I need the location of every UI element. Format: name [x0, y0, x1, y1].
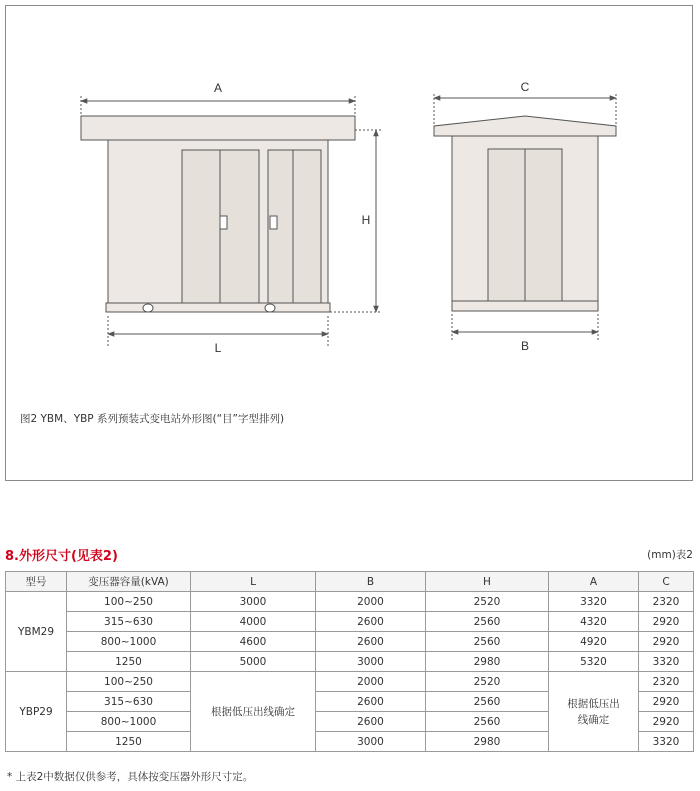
capacity-cell: 100~250: [67, 592, 191, 612]
h-cell: 2560: [426, 692, 549, 712]
side-base: [452, 301, 598, 311]
l-cell: 4000: [191, 612, 316, 632]
door-lock-right: [270, 216, 277, 229]
header-h: H: [426, 572, 549, 592]
dim-label-c: C: [520, 80, 530, 94]
base-hole-right: [265, 304, 275, 312]
table-row: [6, 612, 694, 632]
capacity-cell: 1250: [67, 732, 191, 752]
header-l: L: [191, 572, 316, 592]
table-row: [6, 632, 694, 652]
header-model: 型号: [6, 572, 67, 592]
l-cell: 3000: [191, 592, 316, 612]
figure-frame: [5, 5, 693, 481]
table-row: [6, 652, 694, 672]
capacity-cell: 315~630: [67, 612, 191, 632]
c-cell: 3320: [639, 652, 694, 672]
header-a: A: [549, 572, 639, 592]
h-cell: 2520: [426, 672, 549, 692]
l-cell: 4600: [191, 632, 316, 652]
h-cell: 2520: [426, 592, 549, 612]
capacity-cell: 800~1000: [67, 632, 191, 652]
b-cell: 2000: [316, 672, 426, 692]
front-base: [106, 303, 330, 312]
b-cell: 2600: [316, 712, 426, 732]
header-b: B: [316, 572, 426, 592]
c-cell: 2920: [639, 632, 694, 652]
dim-label-h: H: [361, 213, 371, 227]
a-cell: 5320: [549, 652, 639, 672]
l-note-cell: 根据低压出线确定: [191, 672, 316, 752]
side-view: [434, 116, 616, 311]
table-header-row: [6, 572, 694, 592]
base-hole-left: [143, 304, 153, 312]
dim-label-l: L: [214, 341, 222, 355]
h-cell: 2560: [426, 632, 549, 652]
model-cell: YBP29: [6, 672, 67, 752]
front-view: [81, 116, 355, 312]
dim-label-b: B: [520, 339, 530, 353]
l-cell: 5000: [191, 652, 316, 672]
c-cell: 2920: [639, 692, 694, 712]
b-cell: 2600: [316, 692, 426, 712]
c-cell: 2320: [639, 592, 694, 612]
h-cell: 2560: [426, 612, 549, 632]
a-cell: 4320: [549, 612, 639, 632]
figure-caption: 图2 YBM、YBP 系列预装式变电站外形图(“目”字型排列): [20, 413, 285, 425]
header-c: C: [639, 572, 694, 592]
a-cell: 4920: [549, 632, 639, 652]
h-cell: 2980: [426, 732, 549, 752]
header-capacity: 变压器容量(kVA): [67, 572, 191, 592]
c-cell: 2320: [639, 672, 694, 692]
section-title: 8.外形尺寸(见表2): [5, 549, 118, 564]
capacity-cell: 315~630: [67, 692, 191, 712]
b-cell: 2600: [316, 612, 426, 632]
table-row: [6, 672, 694, 692]
table-reference: (mm)表2: [647, 549, 693, 561]
door-lock-left: [220, 216, 227, 229]
h-cell: 2980: [426, 652, 549, 672]
footnote: * 上表2中数据仅供参考，具体按变压器外形尺寸定。: [7, 771, 254, 783]
h-cell: 2560: [426, 712, 549, 732]
front-roof: [81, 116, 355, 140]
b-cell: 2000: [316, 592, 426, 612]
c-cell: 2920: [639, 612, 694, 632]
a-note-cell: 根据低压出线确定: [549, 672, 639, 752]
b-cell: 3000: [316, 652, 426, 672]
side-roof: [434, 116, 616, 136]
capacity-cell: 800~1000: [67, 712, 191, 732]
capacity-cell: 100~250: [67, 672, 191, 692]
c-cell: 3320: [639, 732, 694, 752]
dim-label-a: A: [213, 81, 223, 95]
table-row: [6, 592, 694, 612]
dimension-table: [5, 571, 694, 752]
model-cell: YBM29: [6, 592, 67, 672]
b-cell: 3000: [316, 732, 426, 752]
a-cell: 3320: [549, 592, 639, 612]
capacity-cell: 1250: [67, 652, 191, 672]
c-cell: 2920: [639, 712, 694, 732]
b-cell: 2600: [316, 632, 426, 652]
